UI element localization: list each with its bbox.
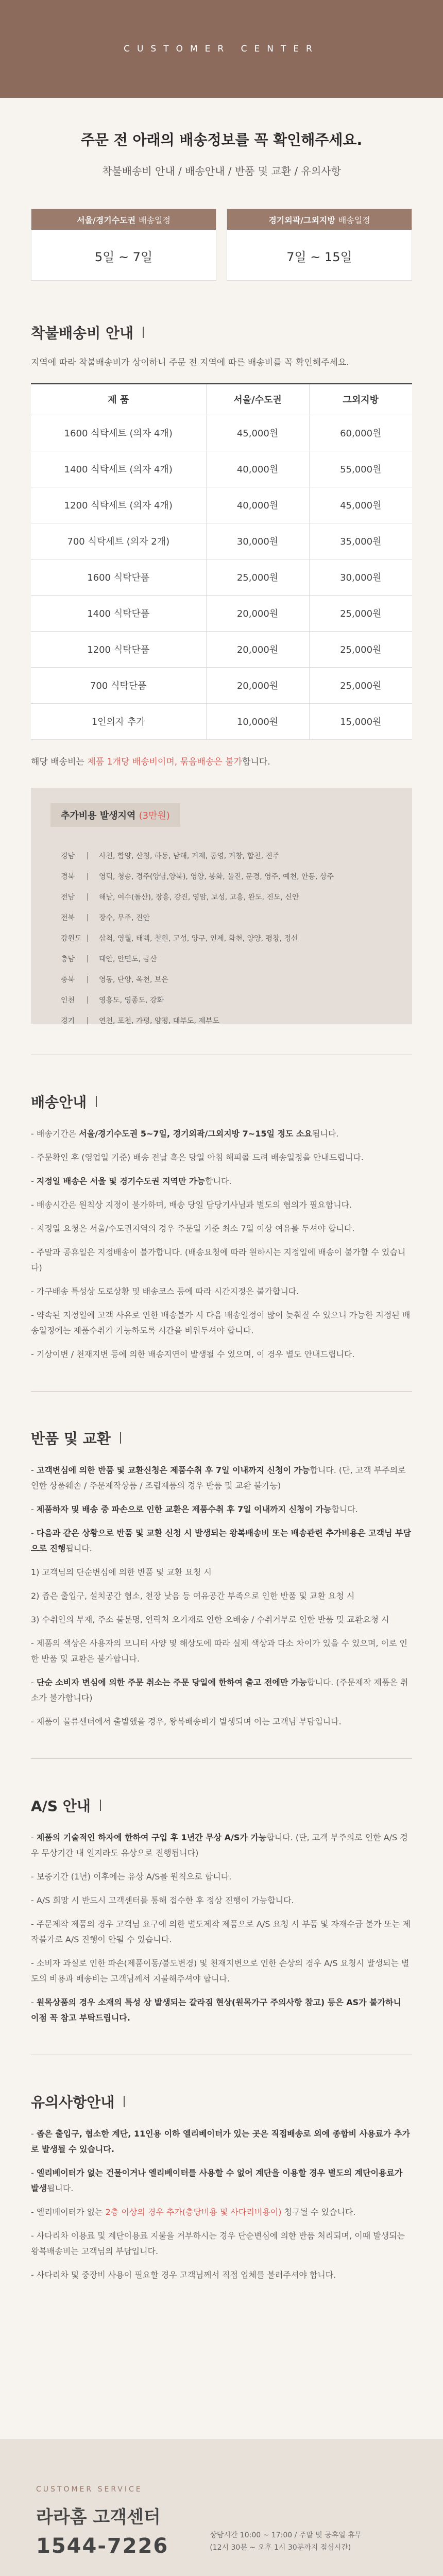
title-bar	[120, 1432, 121, 1444]
fee-cell-other: 15,000원	[309, 703, 412, 739]
region-card-sub: 배송일정	[139, 215, 171, 225]
fee-table-row	[31, 559, 412, 595]
notice-text: 1) 고객님의 단순변심에 의한 반품 및 교환 요청 시	[31, 1567, 212, 1577]
fee-cell-metro: 30,000원	[206, 523, 309, 559]
notice-text: -	[31, 2167, 37, 2178]
fee-cell-metro: 10,000원	[206, 703, 309, 739]
notice-text: 3) 수취인의 부재, 주소 불분명, 연락처 오기재로 인한 오배송 / 수취거부로 인한 반품 및 교환요청 시	[31, 1614, 389, 1624]
extra-region-areas: 사천, 함양, 산청, 하동, 남해, 거제, 통영, 거창, 합천, 진주	[99, 852, 280, 860]
notice-item	[31, 1245, 412, 1276]
notice-item	[31, 1714, 412, 1730]
cautions-title-text: 유의사항안내	[31, 2093, 115, 2111]
notice-bold: 단순 소비자 변심에 의한 주문 취소는 주문 당일에 한하여 출고 전에만 가능	[36, 1677, 307, 1687]
notice-item	[31, 2165, 412, 2196]
extra-region-title	[50, 803, 180, 827]
extra-title-red: (3만원)	[139, 810, 170, 821]
fee-cell-product: 700 식탁세트 (의자 2개)	[31, 523, 206, 559]
returns-title-text: 반품 및 교환	[31, 1430, 111, 1447]
fee-cell-other: 25,000원	[309, 631, 412, 667]
extra-region-row	[50, 990, 393, 1010]
extra-region-separator: |	[87, 851, 89, 860]
fee-cell-other: 60,000원	[309, 415, 412, 451]
region-card-head	[227, 209, 412, 230]
notice-item	[31, 1636, 412, 1667]
fee-cell-product: 1200 식탁세트 (의자 4개)	[31, 487, 206, 523]
extra-region-name: 강원도	[61, 934, 82, 943]
notice-text: - 보증기간 (1년) 이후에는 유상 A/S를 원칙으로 합니다.	[31, 1871, 232, 1882]
fee-note-suffix: 합니다.	[242, 756, 270, 767]
extra-region-separator: |	[87, 954, 89, 963]
cs-hours-line1: 상담시간 10:00 ~ 17:00 / 주말 및 공휴일 휴무	[210, 2531, 362, 2539]
notice-item	[31, 1150, 412, 1165]
extra-region-name: 충남	[61, 955, 75, 963]
notice-bold: 엘리베이터가 없는 건물이거나 엘리베이터를 사용할 수 없어 계단을 이용할 경우 별도의 계단이용료가 발생	[31, 2167, 403, 2193]
notice-bold: 지정일 배송은 서울 및 경기수도권 지역만 가능	[36, 1176, 205, 1186]
region-card-outer	[227, 209, 412, 281]
notice-text-post: 됩니다.	[312, 1128, 339, 1139]
cs-name: 라라홈 고객센터	[36, 2507, 161, 2528]
extra-title-text: 추가비용 발생지역	[61, 810, 136, 821]
notice-bold: 서울/경기수도권 5~7일, 경기외곽/그외지방 7~15일 정도 소요	[79, 1128, 312, 1139]
notice-text: -	[31, 1832, 37, 1842]
extra-region-separator: |	[87, 934, 89, 942]
fee-table-row	[31, 703, 412, 739]
notice-text: - 주문확인 후 (영업일 기준) 배송 전날 혹은 당일 아침 해피콜 드려 배송일정을 안내드립니다.	[31, 1152, 364, 1162]
extra-region-separator: |	[87, 975, 89, 984]
top-banner	[0, 0, 443, 98]
fee-desc: 지역에 따라 착불배송비가 상이하니 주문 전 지역에 따른 배송비를 꼭 확인해주세요.	[31, 358, 349, 368]
extra-region-separator: |	[87, 872, 89, 880]
notice-item	[31, 2205, 412, 2220]
notice-item	[31, 1893, 412, 1908]
fee-table-row	[31, 667, 412, 703]
notice-item	[31, 1126, 412, 1142]
extra-region-areas: 해남, 여수(돌산), 장흥, 강진, 영암, 보성, 고흥, 완도, 진도, 신안	[99, 893, 299, 902]
fee-note	[31, 754, 412, 767]
sub-links: 착불배송비 안내 / 배송안내 / 반품 및 교환 / 유의사항	[102, 165, 341, 177]
fee-cell-metro: 40,000원	[206, 451, 309, 487]
notice-item	[31, 1197, 412, 1213]
extra-region-name: 경남	[61, 852, 75, 860]
extra-region-areas: 장수, 무주, 진안	[99, 913, 150, 922]
fee-cell-metro: 20,000원	[206, 631, 309, 667]
fee-cell-other: 25,000원	[309, 667, 412, 703]
notice-text: -	[31, 1176, 37, 1186]
notice-item	[31, 1675, 412, 1706]
notice-bold: 좁은 출입구, 협소한 계단, 11인용 이하 엘리베이터가 있는 곳은 직접배송로 외에 종합비 사용료가 추가로 발생될 수 있습니다.	[31, 2128, 410, 2154]
as-title-text: A/S 안내	[31, 1797, 91, 1815]
fee-table-row	[31, 523, 412, 559]
title-bar	[143, 327, 144, 338]
notice-bold: 다음과 같은 상황으로 반품 및 교환 신청 시 발생되는 왕복배송비 또는 배송관련 추가비용은 고객님 부담으로 진행	[31, 1528, 411, 1553]
notice-item	[31, 1221, 412, 1236]
notice-text-post: 합니다. (단, 고객 부주의로 인한 A/S 경우 무상기간 내 일지라도 유상으로 진행됩니다)	[31, 1832, 408, 1858]
fee-cell-product: 1600 식탁세트 (의자 4개)	[31, 415, 206, 451]
footer-row	[36, 2503, 407, 2558]
notice-item	[31, 1174, 412, 1189]
notice-text: - 소비자 과실로 인한 파손(제품이동/불도변경) 및 천재지변으로 인한 손상의 경우 A/S 요청시 발생되는 별도의 비용과 배송비는 고객님께서 지불해주셔야 합니다.	[31, 1958, 410, 1984]
extra-region-list	[50, 845, 393, 1031]
extra-region-row	[50, 948, 393, 969]
notice-highlight: 2층 이상의 경우 추가(층당비용 및 사다리비용이)	[105, 2207, 282, 2217]
notice-item	[31, 1612, 412, 1628]
region-card-metro	[31, 209, 216, 281]
notice-text-post: 됩니다.	[65, 1543, 92, 1553]
extra-region-areas: 태안, 안면도, 금산	[99, 955, 157, 963]
notice-text: - 주문제작 제품의 경우 고객님 요구에 의한 별도제작 제품으로 A/S 요청 시 부품 및 자재수급 불가 또는 제작불가로 A/S 진행이 안될 수 있습니다.	[31, 1919, 411, 1944]
footer	[0, 2439, 443, 2576]
notice-text: - 지정일 요청은 서울/수도권지역의 경우 주문일 기준 최소 7일 이상 여유를 두셔야 합니다.	[31, 1223, 355, 1233]
fee-table	[31, 383, 412, 740]
fee-header-product: 제 품	[31, 384, 206, 415]
notice-text: -	[31, 1677, 37, 1687]
region-card-title: 서울/경기수도권	[77, 215, 136, 225]
notice-item	[31, 1956, 412, 1987]
fee-cell-metro: 20,000원	[206, 595, 309, 631]
notice-item	[31, 1995, 412, 2026]
region-card-sub: 배송일정	[338, 215, 370, 225]
notice-text: -	[31, 1528, 37, 1538]
as-list	[31, 1830, 412, 2026]
notice-item	[31, 1565, 412, 1580]
delivery-list	[31, 1126, 412, 1362]
title-bar	[124, 2096, 125, 2107]
notice-text-post: 합니다. (단, 고객 부주의로 인한 상품훼손 / 주문제작상품 / 조립제품의 경우 반품 및 교환 불가능)	[31, 1465, 406, 1490]
notice-item	[31, 1502, 412, 1517]
fee-cell-product: 1600 식탁단품	[31, 559, 206, 595]
fee-cell-other: 25,000원	[309, 595, 412, 631]
extra-region-areas: 영동, 단양, 옥천, 보은	[99, 975, 168, 984]
cs-label: CUSTOMER SERVICE	[36, 2485, 143, 2494]
region-card-head	[31, 209, 216, 230]
notice-bold: 고객변심에 의한 반품 및 교환신청은 제품수취 후 7일 이내까지 신청이 가능	[36, 1465, 310, 1475]
fee-cell-product: 1400 식탁단품	[31, 595, 206, 631]
notice-text: - 사다리차 이용료 및 계단이용료 지불을 거부하시는 경우 단순변심에 의한 반품 처리되며, 이때 발생되는 왕복배송비는 고객님의 부담입니다.	[31, 2230, 405, 2256]
cautions-section-title	[31, 2091, 443, 2112]
banner-title: CUSTOMER CENTER	[124, 44, 319, 54]
notice-item	[31, 1347, 412, 1362]
notice-item	[31, 1869, 412, 1885]
notice-text: - 기상이변 / 천재지변 등에 의한 배송지연이 발생될 수 있으며, 이 경우 별도 안내드립니다.	[31, 1349, 355, 1359]
fee-cell-product: 1인의자 추가	[31, 703, 206, 739]
notice-text: - 약속된 지정일에 고객 사유로 인한 배송불가 시 다음 배송일정이 많이 늦춰질 수 있으니 가능한 지정된 배송일정에는 제품수취가 가능하도록 시간을 비워두셔야 합니다.	[31, 1310, 411, 1335]
cautions-list	[31, 2126, 412, 2283]
fee-header-metro: 서울/수도권	[206, 384, 309, 415]
notice-text: -	[31, 1997, 37, 2007]
extra-region-row	[50, 887, 393, 907]
extra-region-areas: 삼척, 영월, 태백, 철원, 고성, 양구, 인제, 화천, 양양, 평창, 정선	[99, 934, 298, 943]
notice-bold: 제품의 기술적인 하자에 한하여 구입 후 1년간 무상 A/S가 가능	[36, 1832, 267, 1842]
notice-text: - 주말과 공휴일은 지정배송이 불가합니다. (배송요청에 따라 원하시는 지정일에 배송이 불가할 수 있습니다)	[31, 1247, 406, 1273]
notice-text: - 배송기간은	[31, 1128, 79, 1139]
notice-text: -	[31, 1465, 37, 1475]
fee-note-prefix: 해당 배송비는	[31, 756, 88, 767]
extra-region-areas: 연천, 포천, 가평, 양평, 대부도, 제부도	[99, 1016, 219, 1025]
notice-text-post: 됩니다.	[46, 2183, 74, 2193]
footer-contact	[36, 2503, 168, 2558]
notice-text-post: 합니다. (주문제작 제품은 취소가 불가합니다)	[31, 1677, 408, 1703]
extra-region-areas: 영덕, 청송, 경주(양남,양북), 영양, 봉화, 울진, 문경, 영주, 예천, 안동, 상주	[99, 872, 334, 881]
returns-list	[31, 1463, 412, 1730]
cs-hours-line2: (12시 30분 ~ 오후 1시 30분까지 점심시간)	[210, 2544, 351, 2552]
fee-table-row	[31, 487, 412, 523]
fee-table-row	[31, 415, 412, 451]
notice-item	[31, 1284, 412, 1299]
notice-bold: 원목상품의 경우 소재의 특성 상 발생되는 갈라짐 현상(원목가구 주의사항 참고) 등은 AS가 불가하니 이점 꼭 참고 부탁드립니다.	[31, 1997, 402, 2023]
extra-region-separator: |	[87, 892, 89, 901]
title-bar	[96, 1096, 97, 1107]
notice-item	[31, 2126, 412, 2157]
notice-text-post: 합니다.	[331, 1504, 358, 1514]
fee-section-title	[31, 322, 443, 343]
fee-cell-other: 45,000원	[309, 487, 412, 523]
returns-section-title	[31, 1428, 443, 1448]
fee-title-text: 착불배송비 안내	[31, 325, 134, 342]
fee-header-other: 그외지방	[309, 384, 412, 415]
notice-text: - 사다리차 및 중장비 사용이 필요할 경우 고객님께서 직접 업체를 불러주셔야 합니다.	[31, 2269, 336, 2280]
extra-region-separator: |	[87, 995, 89, 1004]
fee-cell-metro: 20,000원	[206, 667, 309, 703]
extra-region-areas: 영흥도, 영종도, 강화	[99, 996, 164, 1005]
notice-text: -	[31, 2128, 37, 2139]
fee-cell-product: 700 식탁단품	[31, 667, 206, 703]
extra-region-name: 전남	[61, 893, 75, 902]
extra-region-separator: |	[87, 1016, 89, 1025]
fee-cell-metro: 25,000원	[206, 559, 309, 595]
notice-text: - 가구배송 특성상 도로상황 및 배송코스 등에 따라 시간지정은 불가합니다.	[31, 1286, 299, 1296]
fee-cell-metro: 45,000원	[206, 415, 309, 451]
notice-item	[31, 1830, 412, 1861]
extra-region-name: 충북	[61, 975, 75, 984]
fee-cell-product: 1200 식탁단품	[31, 631, 206, 667]
notice-text: -	[31, 1504, 37, 1514]
fee-note-red: 제품 1개당 배송비이며, 묶음배송은 불가	[87, 756, 242, 767]
fee-cell-metro: 40,000원	[206, 487, 309, 523]
notice-text: - A/S 희망 시 반드시 고객센터를 통해 접수한 후 정상 진행이 가능합니다.	[31, 1895, 294, 1905]
fee-cell-product: 1400 식탁세트 (의자 4개)	[31, 451, 206, 487]
notice-item	[31, 1308, 412, 1338]
extra-region-separator: |	[87, 913, 89, 922]
cs-phone[interactable]: 1544-7226	[36, 2534, 169, 2558]
fee-cell-other: 55,000원	[309, 451, 412, 487]
extra-region-row	[50, 866, 393, 887]
notice-text: - 제품이 물류센터에서 출발했을 경우, 왕복배송비가 발생되며 이는 고객님 부담입니다.	[31, 1716, 342, 1726]
notice-text: - 배송시간은 원칙상 지정이 불가하며, 배송 당일 담당기사님과 별도의 협의가 필요합니다.	[31, 1199, 352, 1210]
extra-region-row	[50, 928, 393, 948]
notice-text-post: 청구될 수 있습니다.	[281, 2207, 356, 2217]
region-card-value: 7일 ~ 15일	[286, 249, 352, 264]
delivery-section-title	[31, 1091, 443, 1112]
region-card-title: 경기외곽/그외지방	[268, 215, 335, 225]
fee-cell-other: 35,000원	[309, 523, 412, 559]
notice-item	[31, 1526, 412, 1556]
title-bar	[100, 1800, 101, 1811]
region-cards	[31, 209, 412, 281]
notice-text: - 제품의 색상은 사용자의 모니터 사양 및 해상도에 따라 실제 색상과 다소 차이가 있을 수 있으며, 이로 인한 반품 및 교환은 불가합니다.	[31, 1638, 408, 1664]
notice-item	[31, 2228, 412, 2259]
fee-cell-other: 30,000원	[309, 559, 412, 595]
fee-table-header	[31, 384, 412, 415]
extra-region-name: 전북	[61, 913, 75, 922]
notice-text-post: 합니다.	[205, 1176, 232, 1186]
fee-table-body	[31, 415, 412, 739]
fee-table-row	[31, 451, 412, 487]
main-title: 주문 전 아래의 배송정보를 꼭 확인해주세요.	[80, 131, 363, 148]
notice-item	[31, 1463, 412, 1494]
fee-table-row	[31, 631, 412, 667]
as-section-title	[31, 1795, 443, 1816]
extra-region-name: 경북	[61, 872, 75, 881]
extra-region-row	[50, 907, 393, 928]
delivery-title-text: 배송안내	[31, 1093, 87, 1111]
region-card-value: 5일 ~ 7일	[94, 249, 153, 264]
cs-hours	[210, 2529, 362, 2558]
extra-region-name: 경기	[61, 1016, 75, 1025]
extra-region-row	[50, 969, 393, 990]
extra-region-row	[50, 845, 393, 866]
fee-table-row	[31, 595, 412, 631]
notice-bold: 제품하자 및 배송 중 파손으로 인한 교환은 제품수취 후 7일 이내까지 신청이 가능	[36, 1504, 332, 1514]
notice-item	[31, 2267, 412, 2283]
notice-item	[31, 1588, 412, 1604]
notice-text: - 엘리베이터가 없는	[31, 2207, 106, 2217]
notice-text: 2) 좁은 출입구, 설치공간 협소, 천장 낮음 등 여유공간 부족으로 인한 반품 및 교환 요청 시	[31, 1590, 355, 1601]
extra-region-name: 인천	[61, 996, 75, 1005]
extra-region-box	[31, 788, 412, 1024]
notice-item	[31, 1917, 412, 1947]
